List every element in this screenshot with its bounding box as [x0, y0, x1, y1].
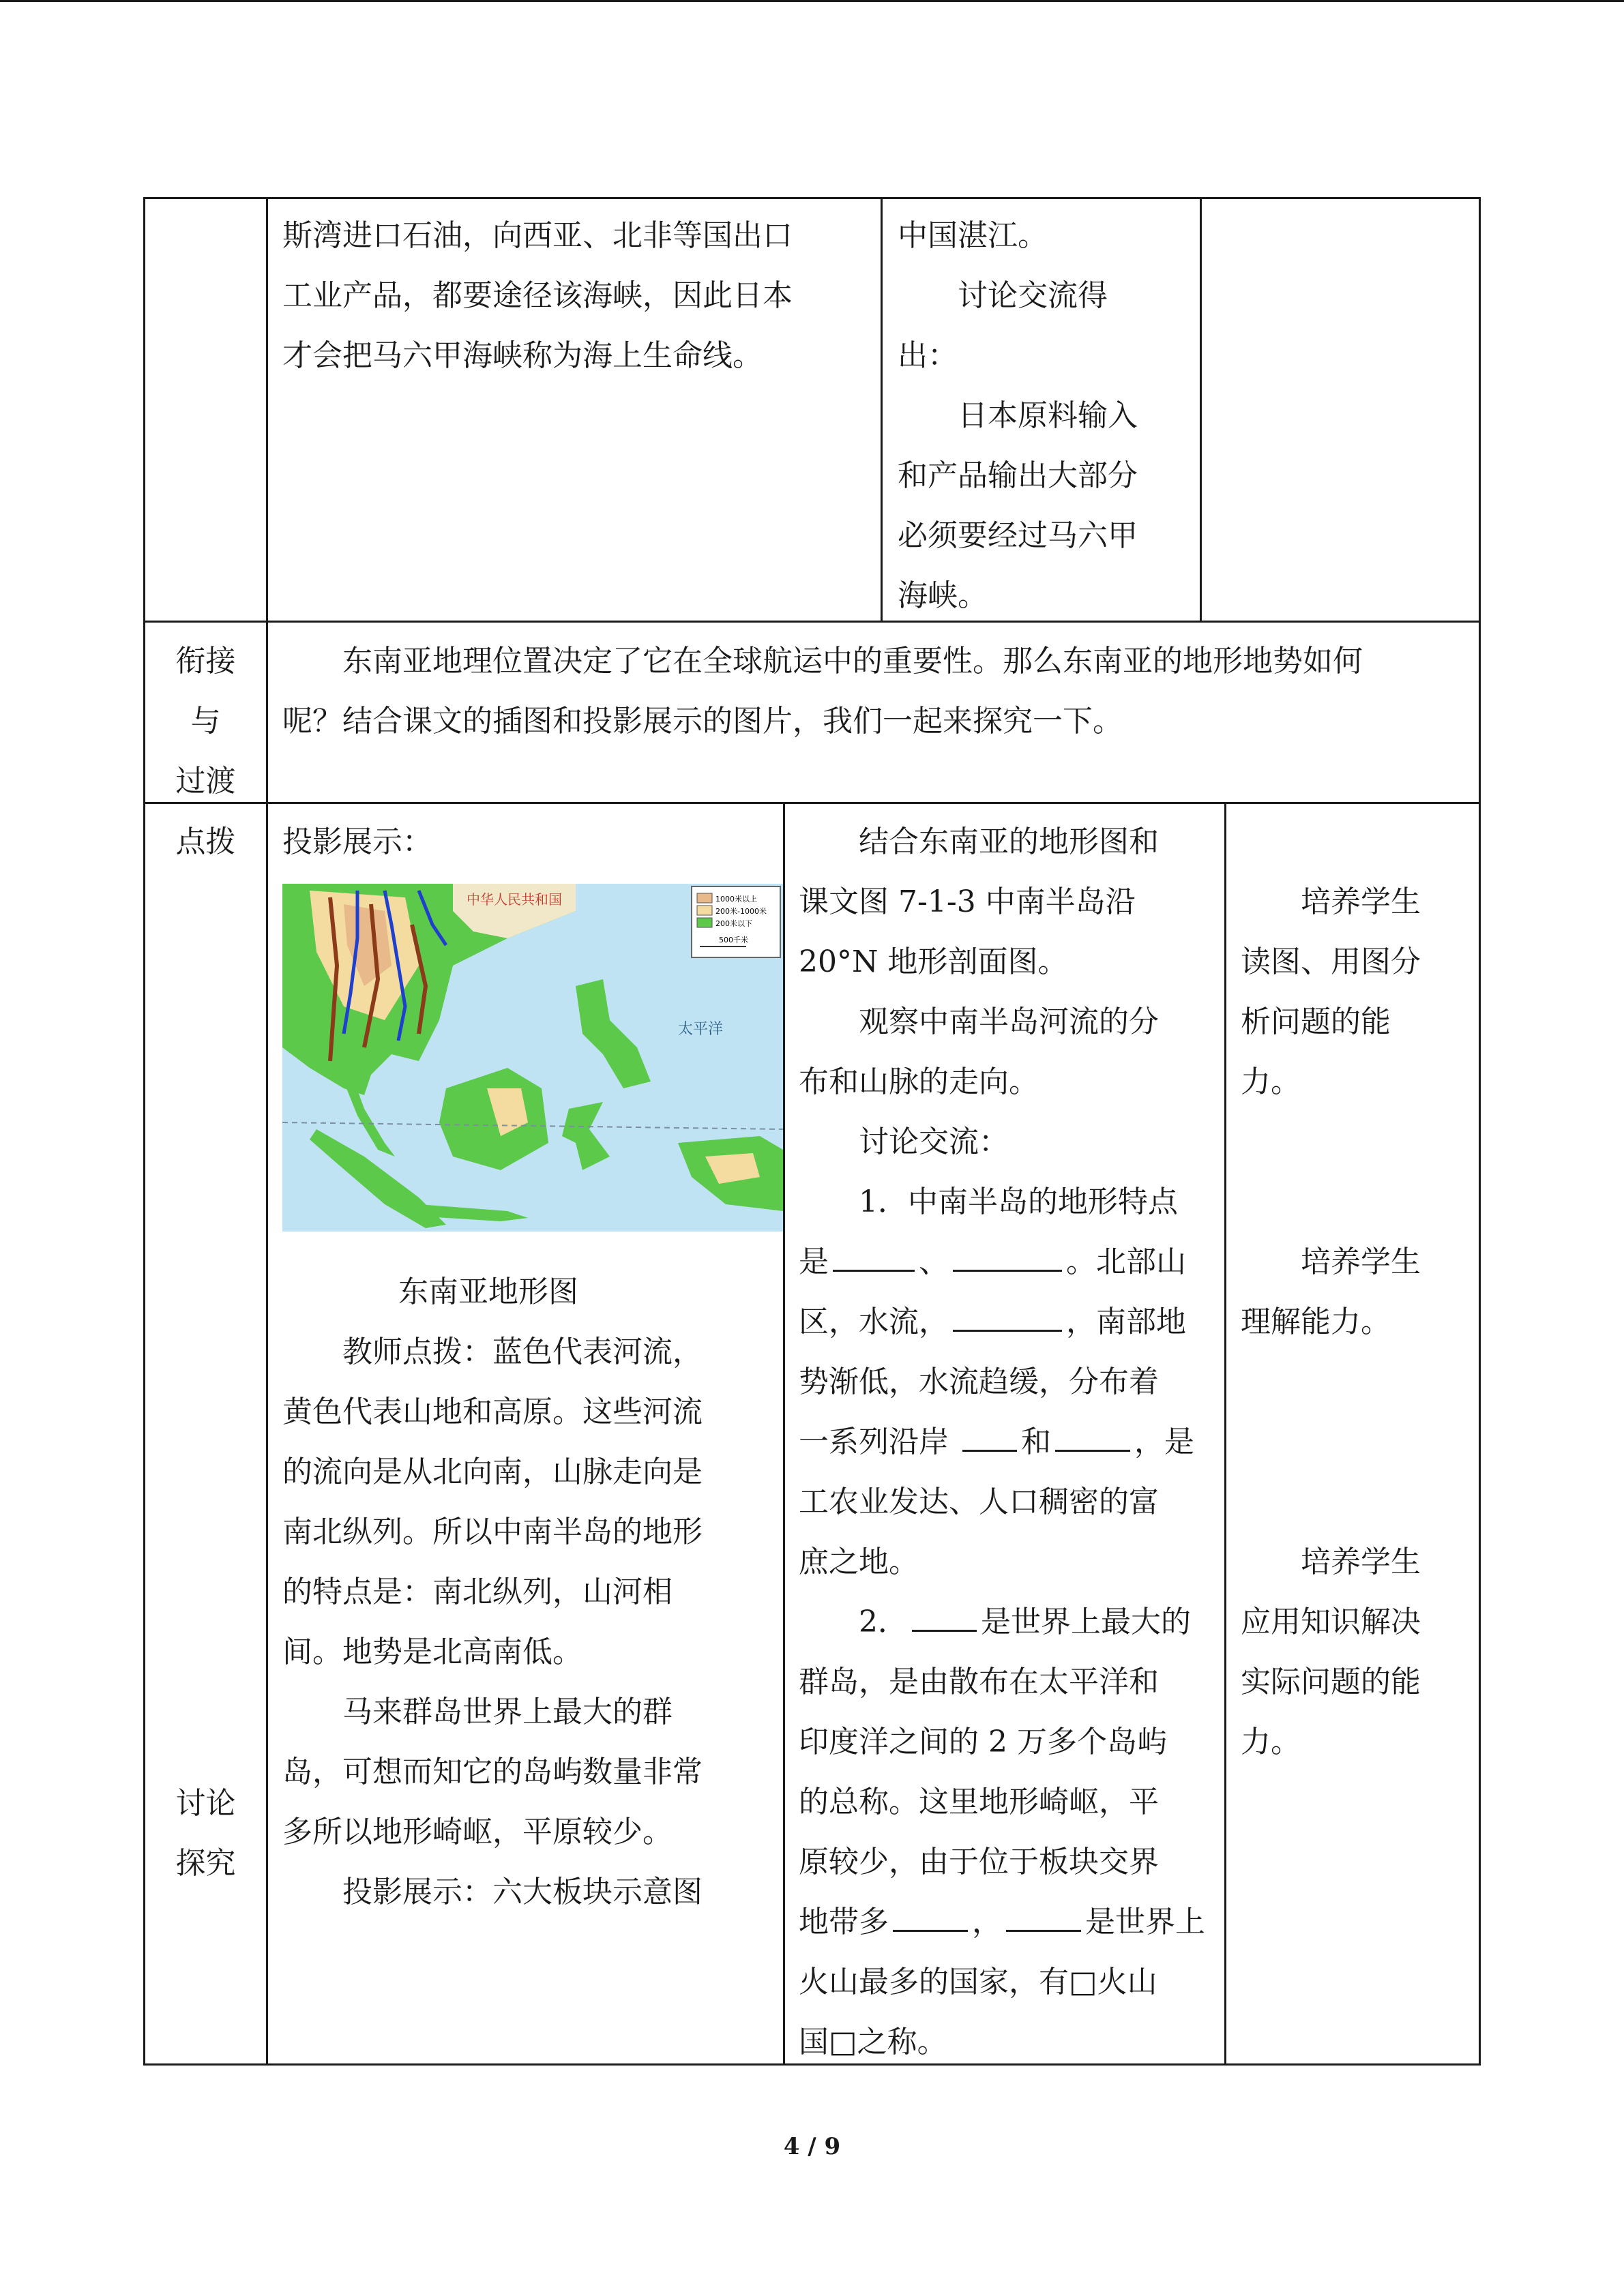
text-line: 工农业发达、人口稠密的富	[799, 1485, 1159, 1519]
text-line: 群岛，是由散布在太平洋和	[799, 1665, 1159, 1699]
text-line: 力。	[1241, 1725, 1301, 1759]
answer-blank[interactable]	[953, 1244, 1062, 1272]
text-line: 结合东南亚的地形图和	[859, 824, 1159, 859]
spacer	[1241, 1112, 1473, 1172]
answer-blank[interactable]	[833, 1244, 915, 1272]
text-line: 岛，可想而知它的岛屿数量非常	[282, 1755, 703, 1789]
answer-blank[interactable]	[1006, 1904, 1081, 1932]
spacer	[1241, 1412, 1473, 1472]
text-line: 马来群岛世界上最大的群	[342, 1695, 673, 1729]
answer-blank[interactable]	[1055, 1424, 1130, 1452]
text-line: 理解能力。	[1241, 1304, 1391, 1339]
map-legend	[692, 886, 780, 957]
text-line: 1．中南半岛的地形特点	[859, 1184, 1178, 1219]
legend-item: 200米-1000米	[715, 907, 767, 916]
text-line: 中国湛江。	[898, 218, 1048, 253]
answer-blank[interactable]	[962, 1424, 1017, 1452]
text-line: 的流向是从北向南，山脉走向是	[282, 1455, 703, 1489]
fill-line: 地带多 ， 是世界上	[799, 1905, 1205, 1939]
text-line: 教师点拨：蓝色代表河流，	[342, 1335, 703, 1369]
text-line: 观察中南半岛河流的分	[859, 1004, 1159, 1039]
fill-line: 2． 是世界上最大的	[859, 1605, 1191, 1639]
fill-line: 区，水流， ，南部地	[799, 1304, 1186, 1339]
spacer	[1241, 1172, 1473, 1232]
answer-blank[interactable]	[912, 1604, 977, 1632]
text-line: 日本原料输入	[958, 398, 1138, 433]
spacer	[1241, 1352, 1473, 1412]
teacher-intro: 投影展示：	[282, 824, 432, 859]
transition-label: 衔接 与 过渡	[175, 644, 236, 799]
row1-student-cell	[898, 206, 1198, 626]
text-line: 斯湾进口石油，向西亚、北非等国出口	[282, 218, 793, 253]
text-line: 培养学生	[1301, 884, 1421, 919]
answer-blank[interactable]	[893, 1904, 968, 1932]
discussion-label: 讨论 探究	[175, 1786, 236, 1881]
map-sea-label: 太平洋	[678, 1021, 724, 1038]
text-line: 庶之地。	[799, 1545, 919, 1579]
text-line: 的特点是：南北纵列，山河相	[282, 1575, 673, 1609]
map-country-label: 中华人民共和国	[467, 891, 562, 908]
text-line: 间。地势是北高南低。	[282, 1635, 582, 1669]
text-line: 多所以地形崎岖，平原较少。	[282, 1815, 673, 1849]
text-line: 海峡。	[898, 578, 988, 613]
text-line: 20°N 地形剖面图。	[799, 944, 1068, 979]
text-line: 火山最多的国家，有□火山	[799, 1965, 1157, 1999]
text-line: 培养学生	[1301, 1244, 1421, 1279]
text-line: 南北纵列。所以中南半岛的地形	[282, 1515, 703, 1549]
purpose-cell	[1241, 872, 1473, 1772]
legend-scale: 500千米	[719, 936, 748, 944]
text-line: 工业产品，都要途径该海峡，因此日本	[282, 278, 793, 313]
text-line: 和产品输出大部分	[898, 458, 1138, 493]
text-line: 的总称。这里地形崎岖，平	[799, 1785, 1159, 1819]
row1-activity-cell	[282, 206, 876, 386]
text-line: 读图、用图分	[1241, 944, 1421, 979]
text-line: 出：	[898, 338, 958, 373]
text-line: 呢？结合课文的插图和投影展示的图片，我们一起来探究一下。	[282, 704, 1123, 739]
text-line: 才会把马六甲海峡称为海上生命线。	[282, 338, 763, 373]
text-line: 东南亚地理位置决定了它在全球航运中的重要性。那么东南亚的地形地势如何	[342, 644, 1363, 679]
text-line: 课文图 7-1-3 中南半岛沿	[799, 884, 1136, 919]
page-top-border	[0, 0, 1624, 2]
text-line: 必须要经过马六甲	[898, 518, 1138, 553]
text-line: 投影展示：六大板块示意图	[342, 1875, 703, 1909]
spacer	[1241, 1472, 1473, 1532]
text-line: 培养学生	[1301, 1545, 1421, 1579]
student-cell	[799, 812, 1218, 2072]
transition-text	[282, 631, 1469, 751]
text-line: 讨论交流：	[859, 1124, 1009, 1159]
text-line: 讨论交流得	[958, 278, 1108, 313]
map-caption: 东南亚地形图	[398, 1274, 578, 1309]
page-number: 4 / 9	[783, 2133, 841, 2160]
text-line: 原较少，由于位于板块交界	[799, 1845, 1159, 1879]
teacher-cell	[282, 1262, 773, 1922]
text-line: 国□之称。	[799, 2025, 947, 2059]
text-line: 势渐低，水流趋缓，分布着	[799, 1365, 1159, 1399]
legend-item: 1000米以上	[715, 895, 757, 904]
text-line: 布和山脉的走向。	[799, 1064, 1039, 1099]
text-line: 力。	[1241, 1064, 1301, 1099]
text-line: 印度洋之间的 2 万多个岛屿	[799, 1725, 1167, 1759]
fill-line: 是 、 。北部山	[799, 1244, 1186, 1279]
southeast-asia-terrain-map	[282, 884, 783, 1232]
guidance-label: 点拨	[175, 824, 236, 859]
text-line: 应用知识解决	[1241, 1605, 1421, 1639]
text-line: 析问题的能	[1241, 1004, 1391, 1039]
text-line: 实际问题的能	[1241, 1665, 1421, 1699]
fill-line: 一系列沿岸 和 ，是	[799, 1425, 1194, 1459]
legend-item: 200米以下	[715, 919, 752, 928]
answer-blank[interactable]	[953, 1304, 1062, 1332]
text-line: 黄色代表山地和高原。这些河流	[282, 1395, 703, 1429]
